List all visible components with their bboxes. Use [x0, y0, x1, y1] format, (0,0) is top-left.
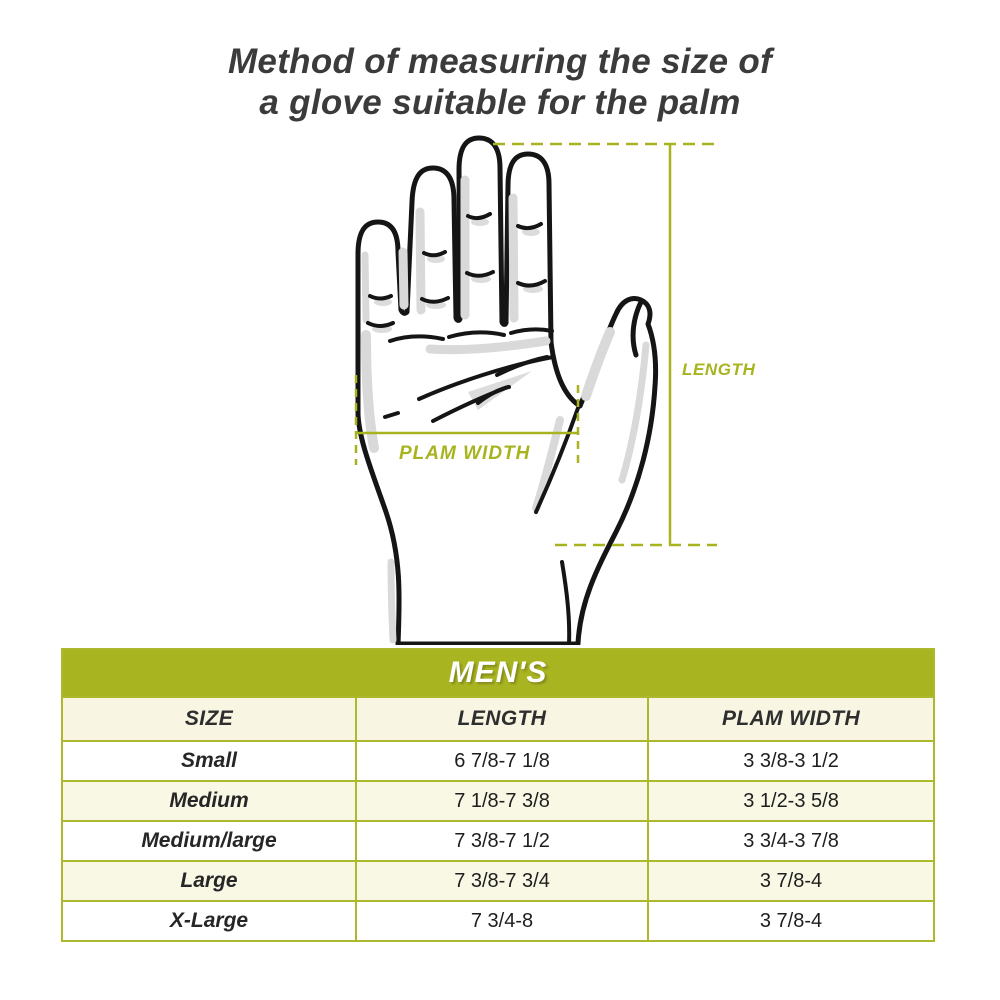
plam-width-cell: 3 3/8-3 1/2: [648, 741, 934, 781]
table-row: [62, 861, 934, 901]
column-header-plam-width: PLAM WIDTH: [648, 697, 934, 741]
size-cell: X-Large: [62, 901, 356, 941]
plam-width-cell: 3 1/2-3 5/8: [648, 781, 934, 821]
mens-size-table: [61, 648, 935, 942]
table-row: [62, 901, 934, 941]
table-caption: MEN'S: [62, 649, 934, 697]
column-header-length: LENGTH: [356, 697, 648, 741]
plam-width-cell: 3 7/8-4: [648, 901, 934, 941]
page-title-line2: a glove suitable for the palm: [259, 82, 741, 122]
plam-width-cell: 3 7/8-4: [648, 861, 934, 901]
page-title: [0, 42, 1000, 124]
column-header-size: SIZE: [62, 697, 356, 741]
length-cell: 7 3/8-7 1/2: [356, 821, 648, 861]
size-cell: Medium/large: [62, 821, 356, 861]
table-row: [62, 741, 934, 781]
plam-width-cell: 3 3/4-3 7/8: [648, 821, 934, 861]
palm-width-label: PLAM WIDTH: [399, 443, 531, 464]
size-cell: Large: [62, 861, 356, 901]
size-cell: Medium: [62, 781, 356, 821]
length-cell: 7 1/8-7 3/8: [356, 781, 648, 821]
length-label: LENGTH: [682, 360, 756, 379]
table-caption-row: [62, 649, 934, 697]
hand-measurement-illustration: [330, 130, 760, 645]
length-cell: 6 7/8-7 1/8: [356, 741, 648, 781]
hand-outline: [358, 138, 656, 644]
length-cell: 7 3/8-7 3/4: [356, 861, 648, 901]
page-title-line1: Method of measuring the size of: [227, 42, 773, 81]
table-header-row: [62, 697, 934, 741]
table-row: [62, 821, 934, 861]
length-cell: 7 3/4-8: [356, 901, 648, 941]
table-row: [62, 781, 934, 821]
size-cell: Small: [62, 741, 356, 781]
